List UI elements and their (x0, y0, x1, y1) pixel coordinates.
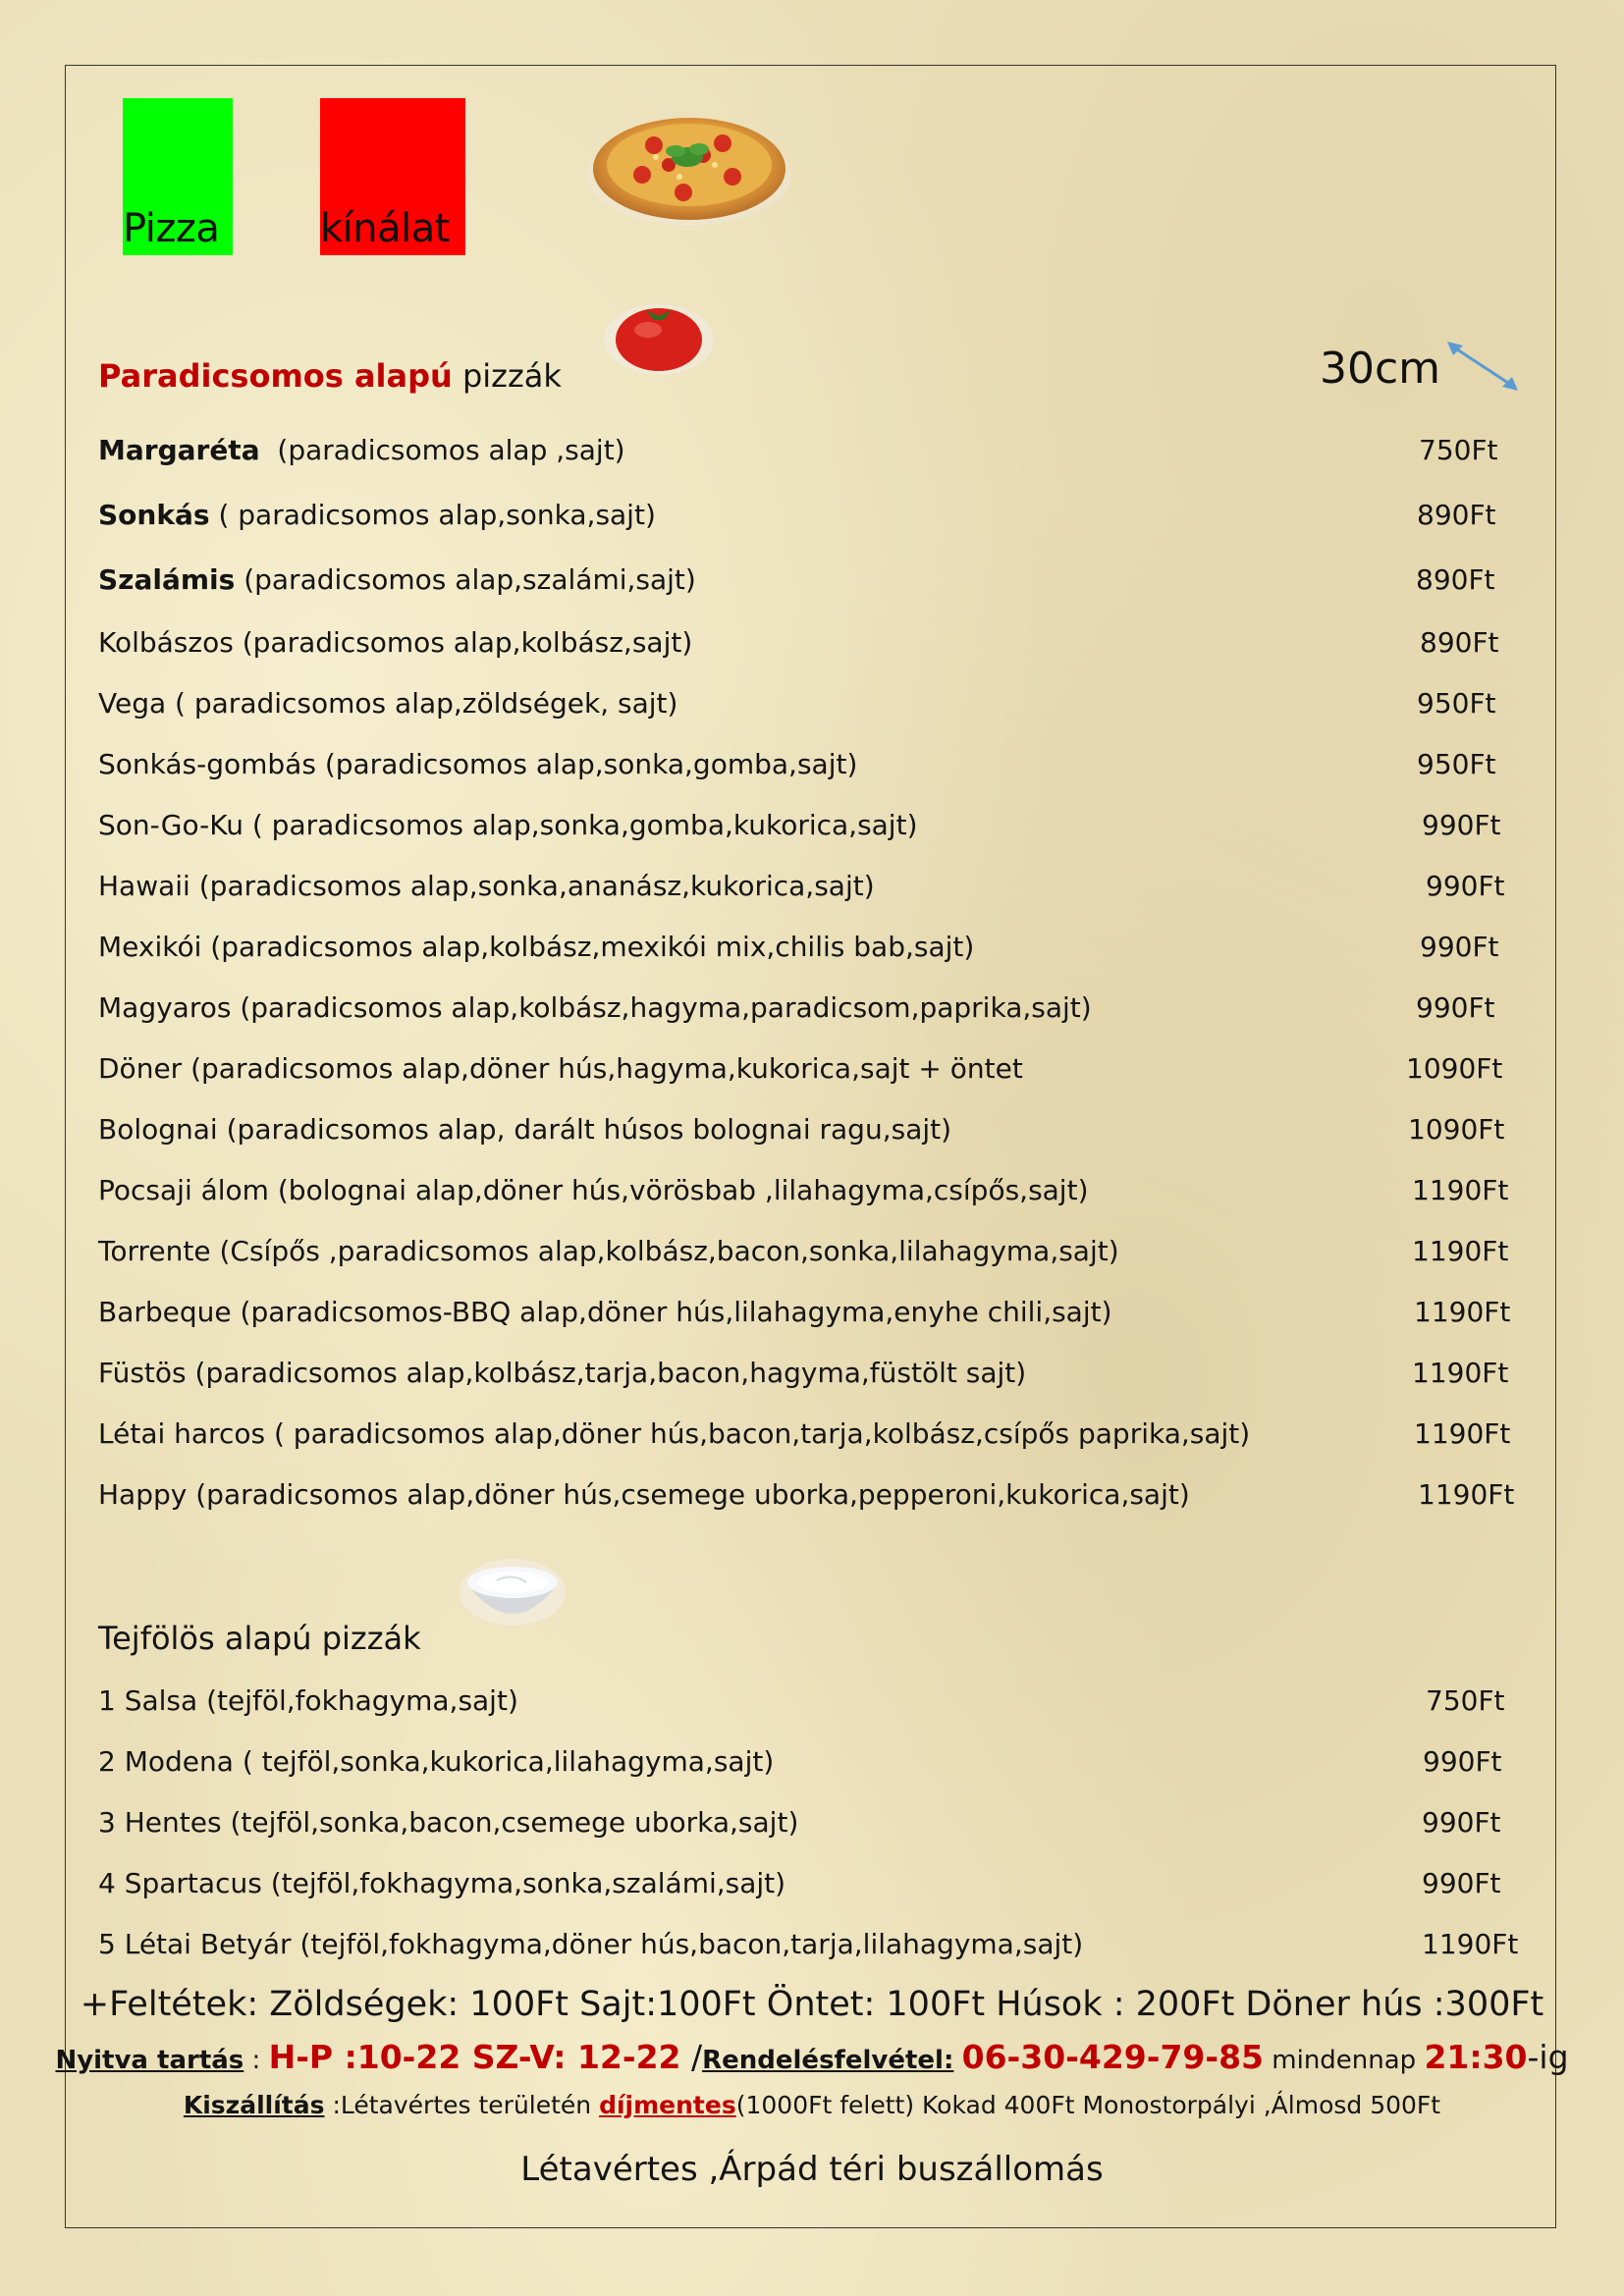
menu-item-price: 1190Ft (1412, 1174, 1509, 1206)
order-until-time: 21:30 (1424, 2038, 1528, 2076)
logo-word-kinalat: kínálat (320, 206, 450, 251)
menu-item: 3 Hentes (tejföl,sonka,bacon,csemege uborka,sajt) (98, 1806, 799, 1839)
menu-item: Kolbászos (paradicsomos alap,kolbász,sajt) (98, 626, 693, 659)
logo-red-box (320, 98, 465, 255)
menu-item: 2 Modena ( tejföl,sonka,kukorica,lilahagyma,sajt) (98, 1745, 775, 1778)
menu-item-price: 1090Ft (1406, 1052, 1503, 1085)
menu-item: Sonkás ( paradicsomos alap,sonka,sajt) (98, 499, 656, 531)
menu-item-price: 990Ft (1422, 1806, 1501, 1839)
menu-item-price: 990Ft (1420, 931, 1499, 963)
menu-item-price: 890Ft (1420, 626, 1499, 659)
delivery-free-text: díjmentes (599, 2091, 736, 2119)
menu-item-price: 890Ft (1416, 563, 1495, 596)
menu-item: Létai harcos ( paradicsomos alap,döner hús,bacon,tarja,kolbász,csípős paprika,sajt) (98, 1417, 1251, 1450)
menu-item-price: 950Ft (1417, 687, 1496, 720)
menu-item-price: 750Ft (1419, 434, 1498, 466)
menu-item: 5 Létai Betyár (tejföl,fokhagyma,döner hús,bacon,tarja,lilahagyma,sajt) (98, 1928, 1084, 1960)
menu-item-price: 1190Ft (1414, 1417, 1511, 1450)
tomato-section-title-rest: pizzák (461, 357, 562, 395)
menu-item-price: 990Ft (1423, 1745, 1502, 1778)
menu-item: Füstös (paradicsomos alap,kolbász,tarja,bacon,hagyma,füstölt sajt) (98, 1357, 1027, 1389)
menu-item-price: 1190Ft (1418, 1478, 1515, 1511)
opening-hours-value: H-P :10-22 SZ-V: 12-22 (268, 2038, 681, 2076)
menu-item: Barbeque (paradicsomos-BBQ alap,döner hús,lilahagyma,enyhe chili,sajt) (98, 1296, 1112, 1328)
menu-item-price: 990Ft (1416, 991, 1495, 1024)
logo-word-pizza: Pizza (123, 206, 220, 251)
menu-item-price: 950Ft (1417, 748, 1496, 780)
menu-item-price: 750Ft (1426, 1684, 1505, 1717)
menu-item: Szalámis (paradicsomos alap,szalámi,sajt) (98, 563, 696, 596)
sour-cream-bowl-image (458, 1549, 568, 1629)
order-label: Rendelésfelvétel: (702, 2046, 954, 2075)
menu-item: Hawaii (paradicsomos alap,sonka,ananász,kukorica,sajt) (98, 870, 875, 902)
menu-item-price: 990Ft (1422, 1867, 1501, 1899)
opening-hours-line: Nyitva tartás : H-P :10-22 SZ-V: 12-22 /Rendelésfelvétel: 06-30-429-79-85 mindennap 21:30-ig (55, 2038, 1569, 2076)
extras-line: +Feltétek: Zöldségek: 100Ft Sajt:100Ft Öntet: 100Ft Húsok : 200Ft Döner hús :300Ft (80, 1985, 1544, 2024)
address-line: Létavértes ,Árpád téri buszállomás (520, 2150, 1104, 2189)
menu-item: Torrente (Csípős ,paradicsomos alap,kolbász,bacon,sonka,lilahagyma,sajt) (98, 1235, 1119, 1267)
opening-hours-label: Nyitva tartás (55, 2046, 244, 2075)
menu-item: Margaréta (paradicsomos alap ,sajt) (98, 434, 625, 466)
menu-item: Son-Go-Ku ( paradicsomos alap,sonka,gomba,kukorica,sajt) (98, 809, 918, 841)
pizza-image (585, 106, 793, 232)
menu-item-price: 1090Ft (1408, 1113, 1505, 1146)
menu-item: Döner (paradicsomos alap,döner hús,hagyma,kukorica,sajt + öntet (98, 1052, 1023, 1085)
menu-item-price: 990Ft (1422, 809, 1501, 841)
menu-item: Mexikói (paradicsomos alap,kolbász,mexikói mix,chilis bab,sajt) (98, 931, 975, 963)
menu-item: 4 Spartacus (tejföl,fokhagyma,sonka,szalámi,sajt) (98, 1867, 786, 1899)
diagonal-arrow-icon (1443, 338, 1522, 395)
delivery-line: Kiszállítás :Létavértes területén díjmentes(1000Ft felett) Kokad 400Ft Monostorpályi ,Álmosd 500Ft (183, 2091, 1441, 2119)
menu-item-price: 1190Ft (1422, 1928, 1519, 1960)
menu-item: Bolognai (paradicsomos alap, darált húsos bolognai ragu,sajt) (98, 1113, 952, 1146)
tomato-section-title (98, 357, 562, 395)
menu-item-price: 890Ft (1417, 499, 1496, 531)
menu-item: 1 Salsa (tejföl,fokhagyma,sajt) (98, 1684, 518, 1717)
menu-item: Happy (paradicsomos alap,döner hús,csemege uborka,pepperoni,kukorica,sajt) (98, 1478, 1190, 1511)
menu-item: Sonkás-gombás (paradicsomos alap,sonka,gomba,sajt) (98, 748, 858, 780)
menu-item: Pocsaji álom (bolognai alap,döner hús,vörösbab ,lilahagyma,csípős,sajt) (98, 1174, 1089, 1206)
logo-green-box (123, 98, 233, 255)
delivery-label: Kiszállítás (183, 2091, 325, 2119)
menu-item-price: 1190Ft (1414, 1296, 1511, 1328)
menu-item-price: 990Ft (1426, 870, 1505, 902)
menu-item-price: 1190Ft (1412, 1235, 1509, 1267)
menu-item-price: 1190Ft (1412, 1357, 1509, 1389)
menu-item: Vega ( paradicsomos alap,zöldségek, sajt) (98, 687, 678, 720)
sour-cream-section-title: Tejfölös alapú pizzák (98, 1620, 421, 1657)
phone-number: 06-30-429-79-85 (961, 2038, 1264, 2076)
pizza-size-label: 30cm (1320, 344, 1441, 394)
tomato-image (601, 294, 717, 377)
menu-item: Magyaros (paradicsomos alap,kolbász,hagyma,paradicsom,paprika,sajt) (98, 991, 1092, 1024)
tomato-section-title-red: Paradicsomos alapú (98, 357, 453, 395)
